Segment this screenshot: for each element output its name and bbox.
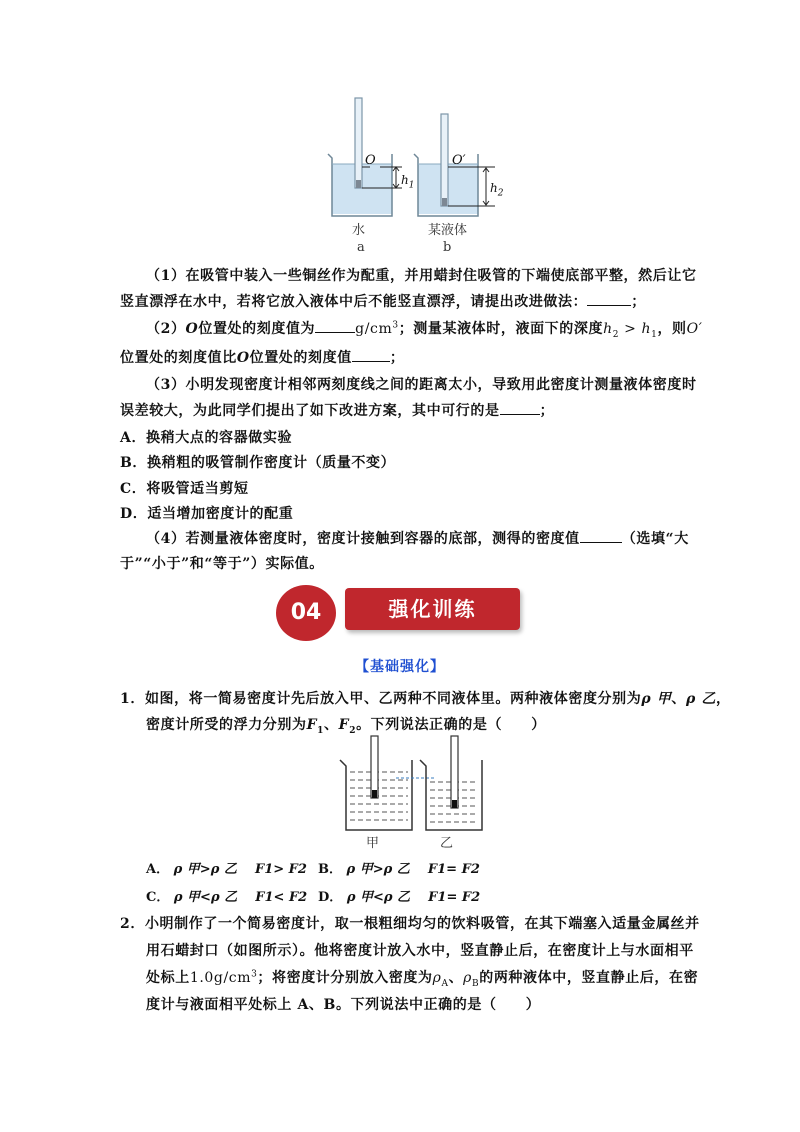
label-h1: $h_1$ xyxy=(401,173,415,191)
part3-option-c: C．将吸管适当剪短 xyxy=(120,481,249,497)
part2-line2: 位置处的刻度值比O位置处的刻度值 ； xyxy=(120,350,405,366)
density-meter-figure-ab xyxy=(320,92,510,252)
q1-beakers-figure xyxy=(336,732,486,850)
label-b: b xyxy=(443,240,452,255)
section-banner-title: 强化训练 xyxy=(388,597,477,621)
q1-label-yi: 乙 xyxy=(440,836,454,851)
section-number-badge: 04 xyxy=(276,585,336,641)
label-h2: $h_2$ xyxy=(490,181,504,199)
part3-option-a: A．换稍大点的容器做实验 xyxy=(120,430,293,446)
answer-blank[interactable] xyxy=(587,293,631,306)
answer-blank[interactable] xyxy=(352,349,390,362)
q1-option-a[interactable]: A． ρ 甲>ρ 乙 F1> F2 xyxy=(146,862,307,877)
section-heading: 【基础强化】 xyxy=(355,659,445,675)
q2-line2: 用石蜡封口（如图所示）。他将密度计放入水中，竖直静止后，在密度计上与水面相平 xyxy=(146,943,694,959)
part3-option-b: B．换稍粗的吸管制作密度计（质量不变） xyxy=(120,455,396,471)
answer-blank[interactable] xyxy=(315,320,355,333)
label-a: a xyxy=(357,240,365,255)
q1-line2: 密度计所受的浮力分别为$F_1$、$F_2$。下列说法正确的是（ ） xyxy=(146,717,546,736)
part3-line2: 误差较大，为此同学们提出了如下改进方案，其中可行的是 ； xyxy=(120,403,555,419)
part2-line1: （2）O位置处的刻度值为 $g/cm^3$；测量某液体时，液面下的深度$h_2 > h_1$，则O′ xyxy=(146,320,703,340)
part3-option-d: D．适当增加密度计的配重 xyxy=(120,506,294,522)
answer-blank[interactable] xyxy=(500,402,540,415)
part1-line2: 竖直漂浮在水中，若将它放入液体中后不能竖直漂浮，请提出改进做法： ； xyxy=(120,294,646,310)
part4-line1: （4）若测量液体密度时，密度计接触到容器的底部，测得的密度值 （选填“大 xyxy=(146,531,689,547)
q2-line1: 2．小明制作了一个简易密度计，取一根粗细均匀的饮料吸管，在其下端塞入适量金属丝并 xyxy=(120,916,700,932)
label-water: 水 xyxy=(352,223,366,238)
label-O: O xyxy=(365,153,376,168)
section-banner xyxy=(345,588,520,630)
part3-line1: （3）小明发现密度计相邻两刻度线之间的距离太小，导致用此密度计测量液体密度时 xyxy=(146,377,697,393)
q1-line1: 1．如图，将一简易密度计先后放入甲、乙两种不同液体里。两种液体密度分别为ρ 甲、ρ 乙， xyxy=(120,691,731,707)
q2-line3: 处标上$1.0g/cm^3$；将密度计分别放入密度为$\rho_A$、$\rho_B$的两种液体中，竖直静止后，在密 xyxy=(146,969,699,989)
label-liquid: 某液体 xyxy=(428,223,468,238)
q1-option-d[interactable]: D． ρ 甲<ρ 乙 F1= F2 xyxy=(318,890,481,905)
q2-line4: 度计与液面相平处标上 A、B。下列说法中正确的是（ ） xyxy=(146,997,541,1013)
q1-option-b[interactable]: B． ρ 甲>ρ 乙 F1= F2 xyxy=(318,862,480,877)
q1-label-jia: 甲 xyxy=(366,836,380,851)
q1-option-c[interactable]: C． ρ 甲<ρ 乙 F1< F2 xyxy=(146,890,308,905)
part1-line1: （1）在吸管中装入一些铜丝作为配重，并用蜡封住吸管的下端使底部平整，然后让它 xyxy=(146,268,697,284)
answer-blank[interactable] xyxy=(580,530,622,543)
part4-line2: 于”“小于”和“等于”）实际值。 xyxy=(120,556,324,572)
label-O-prime: O′ xyxy=(452,153,466,168)
